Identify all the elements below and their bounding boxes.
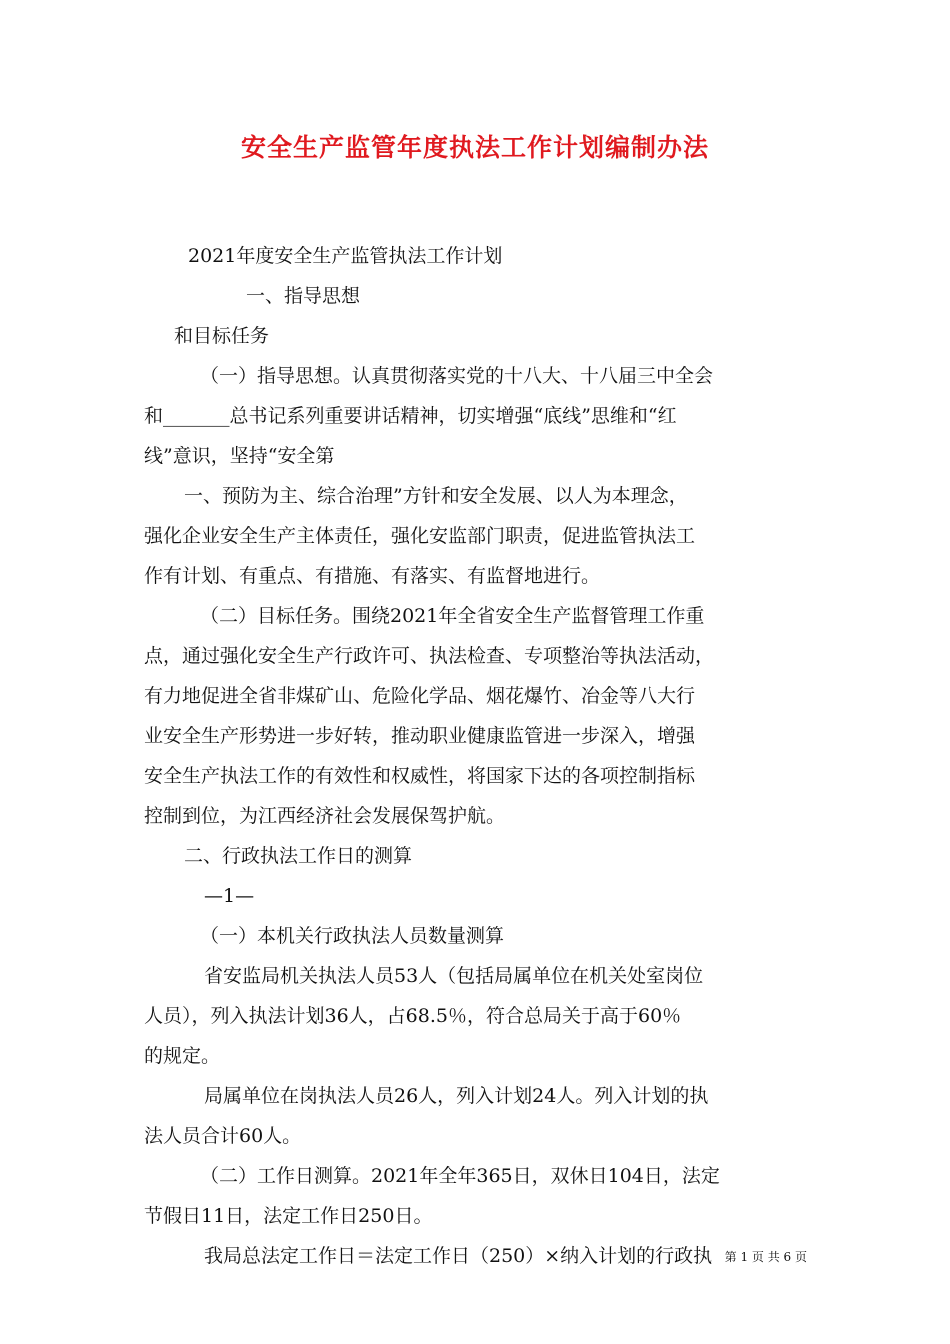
paragraph-line: 线”意识，坚持“安全第 <box>144 445 335 467</box>
paragraph-line: 控制到位，为江西经济社会发展保驾护航。 <box>144 805 506 827</box>
paragraph-line: 局属单位在岗执法人员26人，列入计划24人。列入计划的执 <box>204 1085 709 1107</box>
page-marker: —1— <box>204 885 255 907</box>
paragraph-line: （一）指导思想。认真贯彻落实党的十八大、十八届三中全会 <box>200 365 714 387</box>
paragraph-line: 二、行政执法工作日的测算 <box>184 845 413 867</box>
paragraph-line: 业安全生产形势进一步好转，推动职业健康监管进一步深入，增强 <box>144 725 696 747</box>
paragraph-line: 和目标任务 <box>174 325 270 347</box>
paragraph-line: 省安监局机关执法人员53人（包括局属单位在机关处室岗位 <box>204 965 704 987</box>
document-body <box>144 236 804 1276</box>
paragraph-line: 作有计划、有重点、有措施、有落实、有监督地进行。 <box>144 565 601 587</box>
paragraph-line: （二）工作日测算。2021年全年365日，双休日104日，法定 <box>200 1165 720 1187</box>
paragraph-line: （一）本机关行政执法人员数量测算 <box>200 925 505 947</box>
paragraph-line: 2021年度安全生产监管执法工作计划 <box>188 245 503 267</box>
paragraph-line: 节假日11日，法定工作日250日。 <box>144 1205 433 1227</box>
paragraph-line: 一、指导思想 <box>246 285 361 307</box>
paragraph-line: 法人员合计60人。 <box>144 1125 302 1147</box>
paragraph-line: 安全生产执法工作的有效性和权威性，将国家下达的各项控制指标 <box>144 765 696 787</box>
paragraph-line: 人员），列入执法计划36人，占68.5％，符合总局关于高于60％ <box>144 1005 682 1027</box>
paragraph-line: 一、预防为主、综合治理”方针和安全发展、以人为本理念， <box>184 485 688 507</box>
document-title: 安全生产监管年度执法工作计划编制办法 <box>240 133 709 162</box>
paragraph-line: 有力地促进全省非煤矿山、危险化学品、烟花爆竹、冶金等八大行 <box>144 685 696 707</box>
paragraph-line: 我局总法定工作日＝法定工作日（250）×纳入计划的行政执 <box>204 1245 713 1267</box>
paragraph-line: 的规定。 <box>144 1045 221 1067</box>
paragraph-line: 点，通过强化安全生产行政许可、执法检查、专项整治等执法活动， <box>144 645 715 667</box>
paragraph-line: 和_______总书记系列重要讲话精神，切实增强“底线”思维和“红 <box>144 405 677 427</box>
page-number-footer: 第 1 页 共 6 页 <box>724 1250 807 1264</box>
paragraph-line: 强化企业安全生产主体责任，强化安监部门职责，促进监管执法工 <box>144 525 696 547</box>
paragraph-line: （二）目标任务。围绕2021年全省安全生产监督管理工作重 <box>200 605 705 627</box>
